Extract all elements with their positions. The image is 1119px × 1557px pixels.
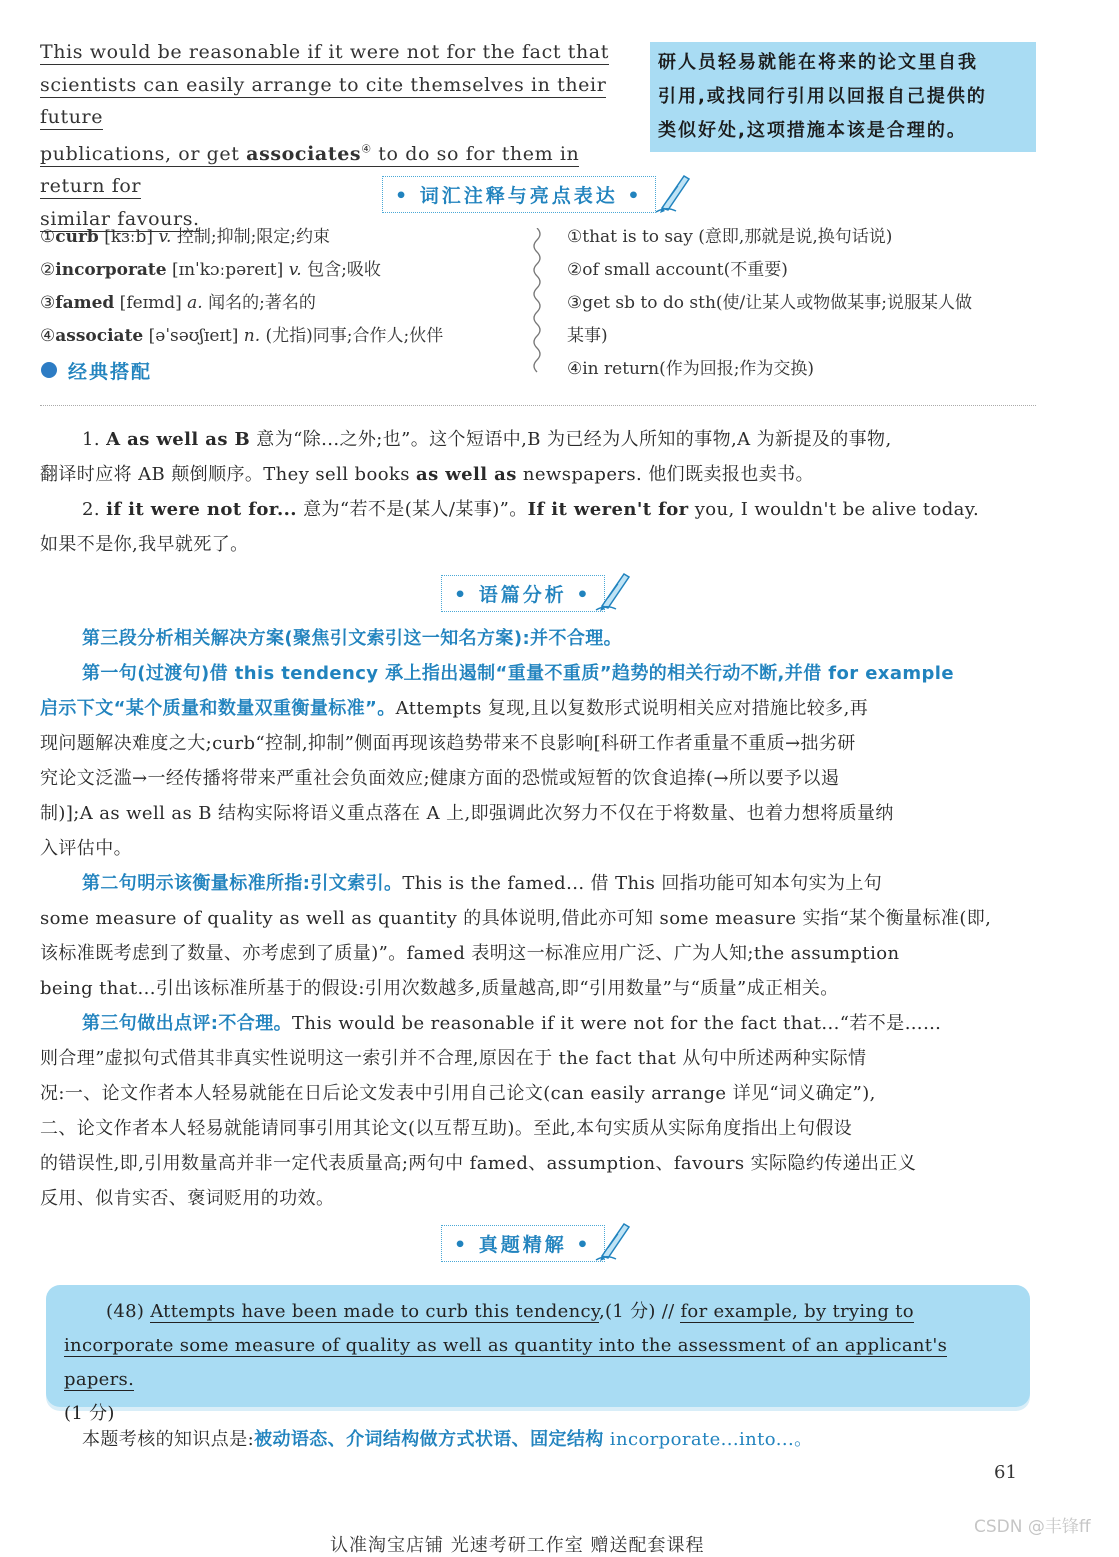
expression-item-cont: 某事) — [567, 326, 608, 346]
section-heading-vocab: • 词汇注释与亮点表达 • — [382, 176, 656, 213]
translation-line-2: 引用,或找同行引用以回报自己提供的 — [658, 86, 987, 107]
passage-line-4: similar favours. — [40, 207, 200, 230]
vocab-item: ②incorporate [ɪnˈkɔːpəreɪt] v. 包含;吸收 — [40, 260, 381, 280]
analysis-line: 况:一、论文作者本人轻易就能在日后论文发表中引用自己论文(can easily arrange 详见“词义确定”), — [40, 1083, 876, 1104]
translation-line-3: 类似好处,这项措施本该是合理的。 — [658, 120, 967, 141]
bullet-dot-icon — [41, 362, 57, 378]
analysis-line: 的错误性,即,引用数量高并非一定代表质量高;两句中 famed、assumption、favours 实际隐约传递出正义 — [40, 1153, 917, 1174]
expression-item: ①that is to say (意即,那就是说,换句话说) — [567, 227, 893, 247]
analysis-line: 启示下文“某个质量和数量双重衡量标准”。Attempts 复现,且以复数形式说明相关应对措施比较多,再 — [40, 698, 869, 719]
analysis-line: 究论文泛滥→一经传播将带来严重社会负面效应;健康方面的恐慌或短暂的饮食追捧(→所以要予以遏 — [40, 768, 840, 789]
analysis-sentence-1: 第一句(过渡句)借 this tendency 承上指出遏制“重量不重质”趋势的相关行动不断,并借 for example — [82, 663, 954, 684]
watermark: CSDN @丰锋ff — [974, 1517, 1091, 1537]
vocab-item: ④associate [əˈsəʊʃɪeɪt] n. (尤指)同事;合作人;伙伴 — [40, 326, 444, 346]
analysis-line: 二、论文作者本人轻易就能请同事引用其论文(以互帮互助)。至此,本句实质从实际角度指出上句假设 — [40, 1118, 853, 1139]
page-number: 61 — [994, 1462, 1017, 1483]
expression-item: ②of small account(不重要) — [567, 260, 788, 280]
collocation-2: 2. if it were not for... 意为“若不是(某人/某事)”。If it weren't for you, I wouldn't be alive today. — [82, 499, 980, 520]
footer-text: 认准淘宝店铺 光速考研工作室 赠送配套课程 — [330, 1535, 705, 1556]
answer-line-2: incorporate some measure of quality as well as quantity into the assessment of an applicant's papers. — [64, 1335, 948, 1390]
analysis-line: 制)];A as well as B 结构实际将语义重点落在 A 上,即强调此次努力不仅在于将数量、也着力想将质量纳 — [40, 803, 894, 824]
section-divider — [40, 405, 1036, 406]
analysis-line: some measure of quality as well as quantity 的具体说明,借此亦可知 some measure 实指“某个衡量标准(即, — [40, 908, 992, 929]
vocab-item: ①curb [kɜːb] v. 控制;抑制;限定;约束 — [40, 227, 331, 247]
collocation-1: 1. A as well as B 意为“除...之外;也”。这个短语中,B 为已经为人所知的事物,A 为新提及的事物, — [82, 429, 892, 450]
collocation-1-line-2: 翻译时应将 AB 颠倒顺序。They sell books as well as newspapers. 他们既卖报也卖书。 — [40, 464, 814, 485]
answer-score: (1 分) — [64, 1403, 115, 1424]
collocation-block — [40, 422, 1036, 562]
answer-line-1: (48) Attempts have been made to curb this tendency,(1 分) // for example, by trying to — [106, 1301, 914, 1322]
collocation-2-line-2: 如果不是你,我早就死了。 — [40, 534, 249, 555]
expression-item: ③get sb to do sth(使/让某人或物做某事;说服某人做 — [567, 293, 973, 313]
analysis-text — [40, 621, 1036, 1216]
section-heading-answer: • 真题精解 • — [441, 1225, 605, 1262]
analysis-line: 该标准既考虑到了数量、亦考虑到了质量)”。famed 表明这一标准应用广泛、广为人知;the assumption — [40, 943, 900, 964]
wavy-divider-icon — [530, 228, 544, 378]
pen-icon — [594, 568, 634, 612]
analysis-line: 现问题解决难度之大;curb“控制,抑制”侧面再现该趋势带来不良影响[科研工作者重量不重质→拙劣研 — [40, 733, 856, 754]
passage-line-3d: to do so for them in return for — [40, 142, 580, 198]
passage-line-2: scientists can easily arrange to cite themselves in their future — [40, 73, 607, 128]
passage-line-3a: publications, or get — [40, 142, 247, 165]
translation-line-1: 研人员轻易就能在将来的论文里自我 — [658, 52, 978, 73]
knowledge-points: 本题考核的知识点是:被动语态、介词结构做方式状语、固定结构 incorporate...into...。 — [82, 1429, 813, 1450]
analysis-sentence-2: 第二句明示该衡量标准所指:引文索引。This is the famed... 借 This 回指功能可知本句实为上句 — [82, 873, 883, 894]
translation-box — [650, 42, 1036, 152]
analysis-line: 入评估中。 — [40, 838, 132, 859]
analysis-line: 则合理”虚拟句式借其非真实性说明这一索引并不合理,原因在于 the fact that 从句中所述两种实际情 — [40, 1048, 867, 1069]
analysis-summary: 第三段分析相关解决方案(聚焦引文索引这一知名方案):并不合理。 — [82, 628, 623, 649]
analysis-sentence-3: 第三句做出点评:不合理。This would be reasonable if it were not for the fact that...“若不是…… — [82, 1013, 942, 1034]
passage-line-1: This would be reasonable if it were not for the fact that — [40, 41, 609, 63]
classic-collocations-label: 经典搭配 — [68, 361, 153, 383]
analysis-line: being that...引出该标准所基于的假设:引用次数越多,质量越高,即“引用数量”与“质量”成正相关。 — [40, 978, 839, 999]
pen-icon — [594, 1218, 634, 1262]
passage-keyword-associates: associates — [246, 142, 362, 165]
pen-icon — [654, 170, 694, 214]
vocab-item: ③famed [feɪmd] a. 闻名的;著名的 — [40, 293, 316, 313]
answer-box — [46, 1285, 1030, 1424]
expression-list — [567, 221, 1037, 386]
vocab-list — [40, 221, 520, 353]
footnote-marker: ④ — [361, 142, 372, 156]
section-heading-analysis: • 语篇分析 • — [441, 575, 605, 612]
expression-item: ④in return(作为回报;作为交换) — [567, 359, 815, 379]
analysis-line: 反用、似肯实否、褒词贬用的功效。 — [40, 1188, 335, 1209]
